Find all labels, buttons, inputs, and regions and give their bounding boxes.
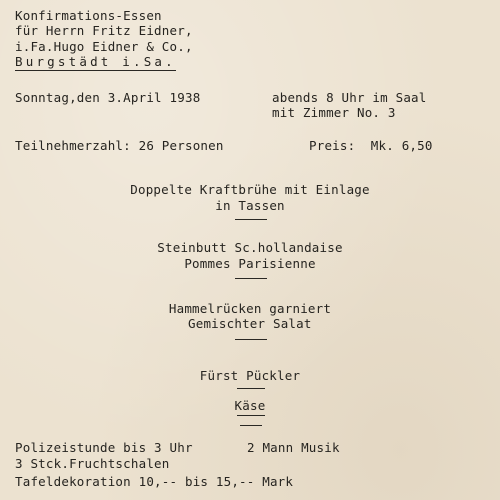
separator [237, 415, 265, 416]
course-1-line-2: in Tassen [215, 198, 285, 213]
event-time: abends 8 Uhr im Saal [272, 90, 427, 105]
separator [235, 219, 267, 220]
participants: Teilnehmerzahl: 26 Personen [15, 138, 224, 153]
header-location: Burgstädt i.Sa. [15, 54, 176, 69]
course-5: Käse [234, 398, 266, 413]
music: 2 Mann Musik [247, 440, 340, 455]
closing-time: Polizeistunde bis 3 Uhr [15, 440, 193, 455]
course-3-line-2: Gemischter Salat [188, 316, 312, 331]
course-2-line-2: Pommes Parisienne [184, 256, 316, 271]
separator [235, 339, 267, 340]
course-1-line-1: Doppelte Kraftbrühe mit Einlage [130, 182, 370, 197]
price: Preis: Mk. 6,50 [309, 138, 433, 153]
separator [237, 388, 265, 389]
header-title: Konfirmations-Essen [15, 8, 162, 23]
event-date: Sonntag,den 3.April 1938 [15, 90, 201, 105]
separator [240, 425, 262, 426]
course-4: Fürst Pückler [199, 368, 301, 383]
fruit-bowls: 3 Stck.Fruchtschalen [15, 456, 170, 471]
table-decoration: Tafeldekoration 10,-- bis 15,-- Mark [15, 474, 294, 489]
course-3-line-1: Hammelrücken garniert [168, 301, 332, 316]
event-room: mit Zimmer No. 3 [272, 105, 396, 120]
course-2-line-1: Steinbutt Sc.hollandaise [157, 240, 343, 255]
separator [235, 278, 267, 279]
header-recipient: für Herrn Fritz Eidner, [15, 23, 193, 38]
header-company: i.Fa.Hugo Eidner & Co., [15, 39, 193, 54]
